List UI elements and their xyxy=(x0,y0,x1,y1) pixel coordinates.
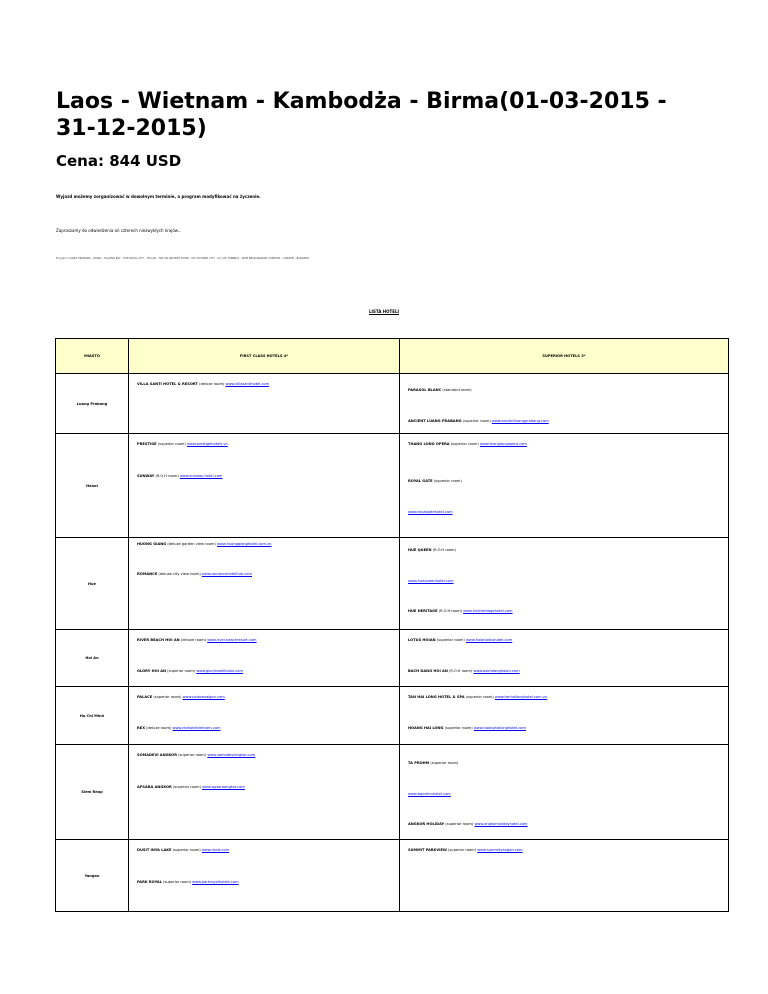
hotel-link[interactable]: www.rexhotelvietnam.com xyxy=(172,726,221,730)
table-row xyxy=(56,687,729,745)
hotel-entry: LOTUS HOIAN (superior room) www.hoianlotushotel.com xyxy=(408,638,513,642)
hotel-list-title: LISTA HOTELI xyxy=(368,309,400,314)
city-cell: Luang Prabang xyxy=(56,374,129,434)
program-route: Program: LUANG PRABANG - HANOI - HALONG BAY - HUE ROYAL CITY - HOI AN - HOI AN ANCIENT TOWN - HO CHI MINH CITY - CU CHI TUNNELS - SIEM REAP/ANGKOR COMPLEX - YANGON - BANGKOK xyxy=(56,257,310,260)
city-cell: Yangon xyxy=(56,840,129,912)
hotel-entry: ANGKOR HOLIDAY (superior room) www.angkorholidayhotel.com xyxy=(408,822,528,826)
hotel-entry: REX (deluxe room) www.rexhotelvietnam.com xyxy=(137,726,221,730)
hotel-link[interactable]: www.angkorholidayhotel.com xyxy=(474,822,528,826)
table-row xyxy=(56,538,729,630)
hotel-link[interactable]: www.tanhailonghotel.com.vn xyxy=(494,695,548,699)
first-class-cell xyxy=(129,374,400,434)
hotel-link[interactable]: www.sunway-hotel.com xyxy=(179,474,223,478)
hotel-link[interactable]: www.thanglongopera.com xyxy=(479,442,527,446)
hotel-link[interactable]: www.summityangon.com xyxy=(477,848,523,852)
hotel-entry: ANCIENT LUANG PRABANG (superior room) www.ancientluangprabang.com xyxy=(408,419,549,423)
superior-cell xyxy=(400,630,729,687)
hotel-link[interactable]: www.ancientluangprabang.com xyxy=(491,419,549,423)
hotel-entry: PARK ROYAL (superior room) www.parkroyalhotels.com xyxy=(137,880,239,884)
hotel-entry: DUSIT INYA LAKE (superior room) www.dusit.com xyxy=(137,848,230,852)
hotel-link[interactable]: www.apsaraangkor.com xyxy=(202,785,245,789)
hotel-entry: HUONG GIANG (deluxe garden view room) www.huonggianghotel.com.vn xyxy=(137,542,272,546)
superior-cell xyxy=(400,687,729,745)
table-header-row xyxy=(56,339,729,374)
city-cell: Hoi An xyxy=(56,630,129,687)
hotel-entry: PARASOL BLANC (standard room) xyxy=(408,388,472,392)
header-superior: SUPERIOR HOTELS 3* xyxy=(400,339,729,374)
hotel-entry: HUE HERITAGE (R.O.H room) www.hueheritagehotel.com xyxy=(408,609,513,613)
first-class-cell xyxy=(129,745,400,840)
hotel-link[interactable]: www.river-beachresort.com xyxy=(207,638,257,642)
table-row xyxy=(56,434,729,538)
superior-cell xyxy=(400,374,729,434)
table-row xyxy=(56,374,729,434)
superior-cell xyxy=(400,434,729,538)
hotel-entry: VILLA SANTI HOTEL & RESORT (deluxe room) www.villasantihotel.com xyxy=(137,382,270,386)
hotel-link[interactable]: www.romancehotelhue.com xyxy=(201,572,252,576)
page-title: Laos - Wietnam - Kambodża - Birma(01-03-2015 - 31-12-2015) xyxy=(56,89,667,141)
hotel-entry: THANG LONG OPERA (superior room) www.thanglongopera.com xyxy=(408,442,527,446)
hotel-link[interactable]: www.prestigehotels.vn xyxy=(186,442,228,446)
city-cell: Hanoi xyxy=(56,434,129,538)
hotel-link[interactable]: www.hoanghailonghotel.com xyxy=(473,726,526,730)
city-cell: Ho Chi Minh xyxy=(56,687,129,745)
city-cell: Hue xyxy=(56,538,129,630)
hotel-link[interactable]: www.palacesaigon.com xyxy=(182,695,225,699)
hotel-entry: SUMMIT PARKVIEW (superior room) www.summityangon.com xyxy=(408,848,523,852)
hotel-link[interactable]: www.parkroyalhotels.com xyxy=(192,880,239,884)
hotel-link[interactable]: www.villasantihotel.com xyxy=(225,382,270,386)
first-class-cell xyxy=(129,687,400,745)
custom-date-note: Wyjazd możemy zorganizować w dowolnym terminie, a program modyfikować na życzenie. xyxy=(56,194,261,199)
hotel-entry: HOANG HAI LONG (superior room) www.hoanghailonghotel.com xyxy=(408,726,526,730)
city-cell: Siem Reap xyxy=(56,745,129,840)
table-row xyxy=(56,840,729,912)
hotel-link[interactable]: www.hoianlotushotel.com xyxy=(465,638,513,642)
first-class-cell xyxy=(129,434,400,538)
hotel-link[interactable]: www.gloryhotelhoian.com xyxy=(196,669,243,673)
hotel-entry: BACH DANG HOI AN (R.O.H room) www.bachdanghoian.com xyxy=(408,669,520,673)
hotel-link[interactable]: www.royalgatehotel.com xyxy=(408,510,453,514)
hotel-link[interactable]: www.bachdanghoian.com xyxy=(473,669,520,673)
hotel-link[interactable]: www.huonggianghotel.com.vn xyxy=(216,542,272,546)
header-first-class: FIRST CLASS HOTELS 4* xyxy=(129,339,400,374)
hotel-entry: TAN HAI LONG HOTEL & SPA (superior room) www.tanhailonghotel.com.vn xyxy=(408,695,548,699)
hotel-entry: ROMANCE (deluxe city view room) www.romancehotelhue.com xyxy=(137,572,252,576)
first-class-cell xyxy=(129,538,400,630)
hotel-link[interactable]: www.hueheritagehotel.com xyxy=(463,609,513,613)
hotel-entry: APSARA ANGKOR (superior room) www.apsaraangkor.com xyxy=(137,785,245,789)
hotel-link[interactable]: www.taprohmhotel.com xyxy=(408,792,451,796)
superior-cell xyxy=(400,538,729,630)
hotel-entry: SOMADEVI ANGKOR (superior room) www.somadeviangkor.com xyxy=(137,753,256,757)
price-heading: Cena: 844 USD xyxy=(56,152,182,170)
hotel-entry: HUE QUEEN (R.O.H room) xyxy=(408,548,456,552)
table-row xyxy=(56,630,729,687)
hotel-entry: GLORY HOI AN (superior room) www.gloryhotelhoian.com xyxy=(137,669,243,673)
hotel-entry: PRESTIGE (superior room) www.prestigehotels.vn xyxy=(137,442,228,446)
hotel-entry: ROYAL GATE (superior room) xyxy=(408,479,462,483)
table-row xyxy=(56,745,729,840)
hotel-entry: RIVER BEACH HOI AN (deluxe room) www.river-beachresort.com xyxy=(137,638,257,642)
first-class-cell xyxy=(129,840,400,912)
hotel-entry: SUNWAY (R.O.H room) www.sunway-hotel.com xyxy=(137,474,223,478)
hotel-link[interactable]: www.dusit.com xyxy=(201,848,230,852)
invitation-note: Zapraszamy do odwiedzenia ań czterech niezwykłych krajów... xyxy=(56,228,182,233)
hotel-entry: PALACE (superior room) www.palacesaigon.com xyxy=(137,695,225,699)
hotel-entry: TA PROHM (superior room) xyxy=(408,761,459,765)
hotel-link[interactable]: www.huequeenhotel.com xyxy=(408,579,454,583)
header-city: MIASTO xyxy=(56,339,129,374)
superior-cell xyxy=(400,840,729,912)
hotel-link[interactable]: www.somadeviangkor.com xyxy=(207,753,256,757)
superior-cell xyxy=(400,745,729,840)
hotel-table xyxy=(55,338,729,912)
first-class-cell xyxy=(129,630,400,687)
